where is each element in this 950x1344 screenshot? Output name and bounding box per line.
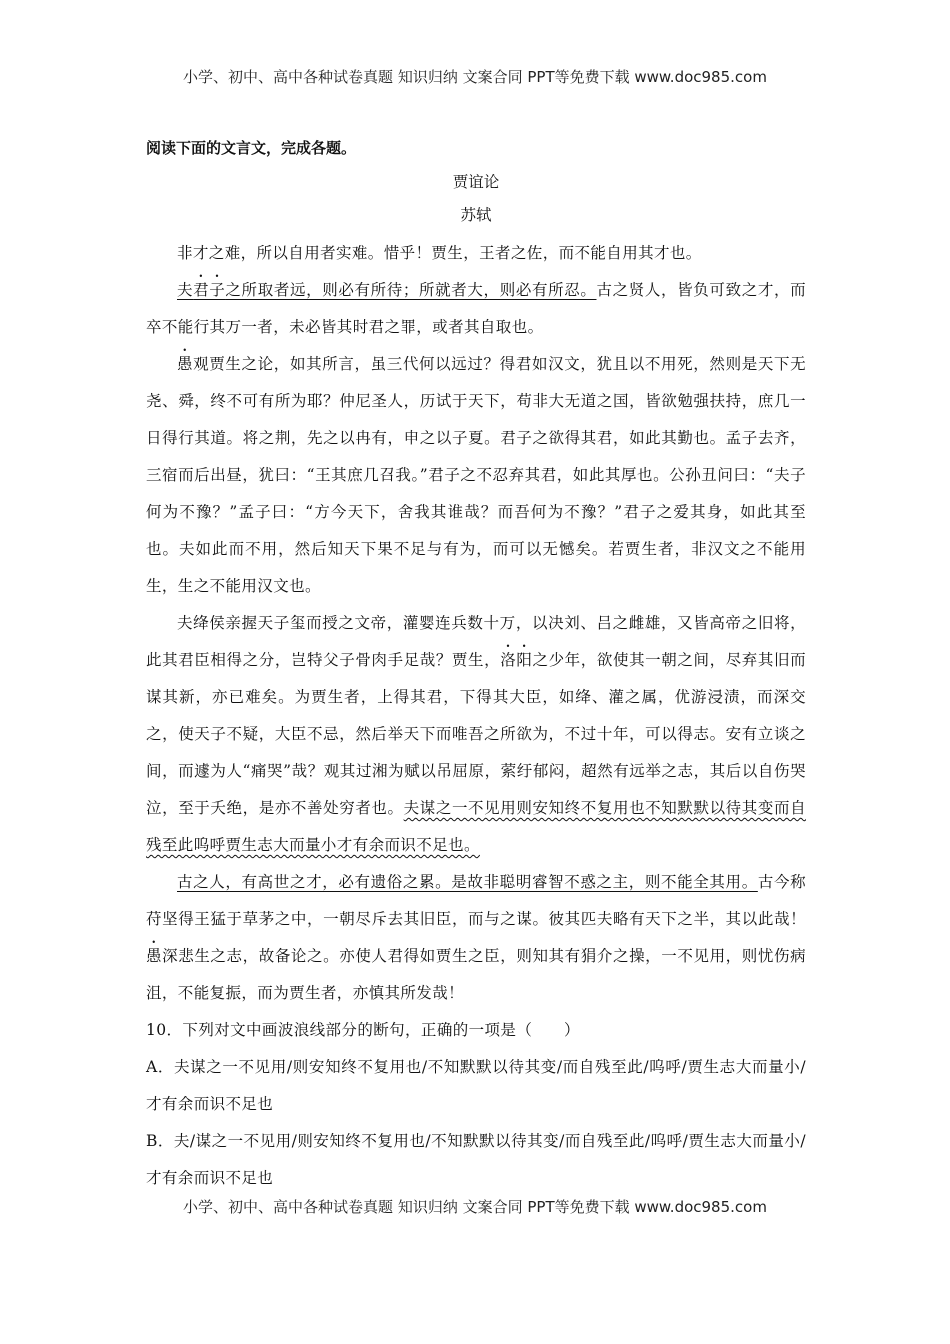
wavy-underlined-passage: 夫谋之一不见用则安知终不复用也不知默默以待其变而自残至此呜呼贾生志大而量小才有余而识不足也。 (146, 799, 806, 854)
paragraph-1: 非才之难，所以自用者实难。惜乎！贾生，王者之佐，而不能自用其才也。 (177, 244, 702, 262)
option-a[interactable]: A．夫谋之一不见用/则安知终不复用也/不知默默以待其变/而自残至此/呜呼/贾生志大而量小/才有余而识不足也 (146, 1058, 806, 1113)
paragraph-5 (146, 864, 806, 1012)
p2-text-a: 夫 (177, 281, 194, 299)
option-b[interactable]: B．夫/谋之一不见用/则安知终不复用也/不知默默以待其变/而自残至此/呜呼/贾生志大而量小/才有余而识不足也 (146, 1132, 806, 1187)
paragraph-2 (146, 272, 806, 346)
p4-text-b: 之少年，欲使其一朝之间，尽弃其旧而谋其新，亦已难矣。为贾生者，上得其君，下得其大臣，如绛、灌之属，优游浸渍，而深交之，使天子不疑，大臣不忌，然后举天下而唯吾之所欲为，不过十年，可以得志。安有立谈之间，而遽为人“痛哭”哉？观其过湘为赋以吊屈原，萦纡郁闷，超然有远举之志，其后以自伤哭泣，至于夭绝，是亦不善处穷者也。 (146, 651, 806, 817)
dotted-word-yu: 愚 (177, 355, 194, 373)
reading-instruction: 阅读下面的文言文，完成各题。 (146, 139, 357, 157)
paragraph-4 (146, 605, 806, 864)
p2-text-b: 之所取者远，则必有所待；所就者大，则必有所忍。 (225, 281, 597, 299)
dotted-word-yu-2: 愚 (146, 947, 163, 965)
question-stem: 10．下列对文中画波浪线部分的断句，正确的一项是（ ） (146, 1021, 580, 1039)
p5-text-a: 古今称苻坚得王猛于草茅之中，一朝尽斥去其旧臣，而与之谋。彼其匹夫略有天下之半，其以此哉！ (146, 873, 806, 928)
dotted-word-junzi: 君子 (193, 281, 226, 299)
p4-text-a: 夫绛侯亲握天子玺而授之文帝，灌婴连兵数十万，以决刘、吕之雌雄，又皆高帝之旧将，此其君臣相得之分，岂特父子骨肉手足哉？贾生， (146, 614, 806, 669)
p2-text-c: 古之贤人，皆负可致之才，而卒不能行其万一者，未必皆其时君之罪，或者其自取也。 (146, 281, 807, 336)
underlined-sentence-2: 古之人，有高世之才，必有遗俗之累。是故非聪明睿智不惑之主，则不能全其用。 (177, 873, 758, 891)
paragraph-3 (146, 346, 806, 605)
passage-title: 贾谊论 (452, 173, 500, 191)
footer-banner: 小学、初中、高中各种试卷真题 知识归纳 文案合同 PPT等免费下载 www.doc985.com (183, 1198, 767, 1216)
underlined-sentence-1 (177, 281, 597, 299)
p3-text: 观贾生之论，如其所言，虽三代何以远过？得君如汉文，犹且以不用死，然则是天下无尧、舜，终不可有所为耶？仲尼圣人，历试于天下，苟非大无道之国，皆欲勉强扶持，庶几一日得行其道。将之荆，先之以冉有，申之以子夏。君子之欲得其君，如此其勤也。孟子去齐，三宿而后出昼，犹曰：“王其庶几召我。”君子之不忍弃其君，如此其厚也。公孙丑问曰：“夫子何为不豫？”孟子曰：“方今天下，舍我其谁哉？而吾何为不豫？”君子之爱其身，如此其至也。夫如此而不用，然后知天下果不足与有为，而可以无憾矣。若贾生者，非汉文之不能用生，生之不能用汉文也。 (146, 355, 806, 595)
header-banner: 小学、初中、高中各种试卷真题 知识归纳 文案合同 PPT等免费下载 www.doc985.com (183, 68, 767, 86)
dotted-word-luoyang: 洛阳 (500, 651, 533, 669)
passage-author: 苏轼 (460, 206, 492, 224)
p5-text-b: 深悲生之志，故备论之。亦使人君得如贾生之臣，则知其有狷介之操，一不见用，则忧伤病沮，不能复振，而为贾生者，亦慎其所发哉！ (146, 947, 806, 1002)
document-content (146, 135, 806, 1197)
